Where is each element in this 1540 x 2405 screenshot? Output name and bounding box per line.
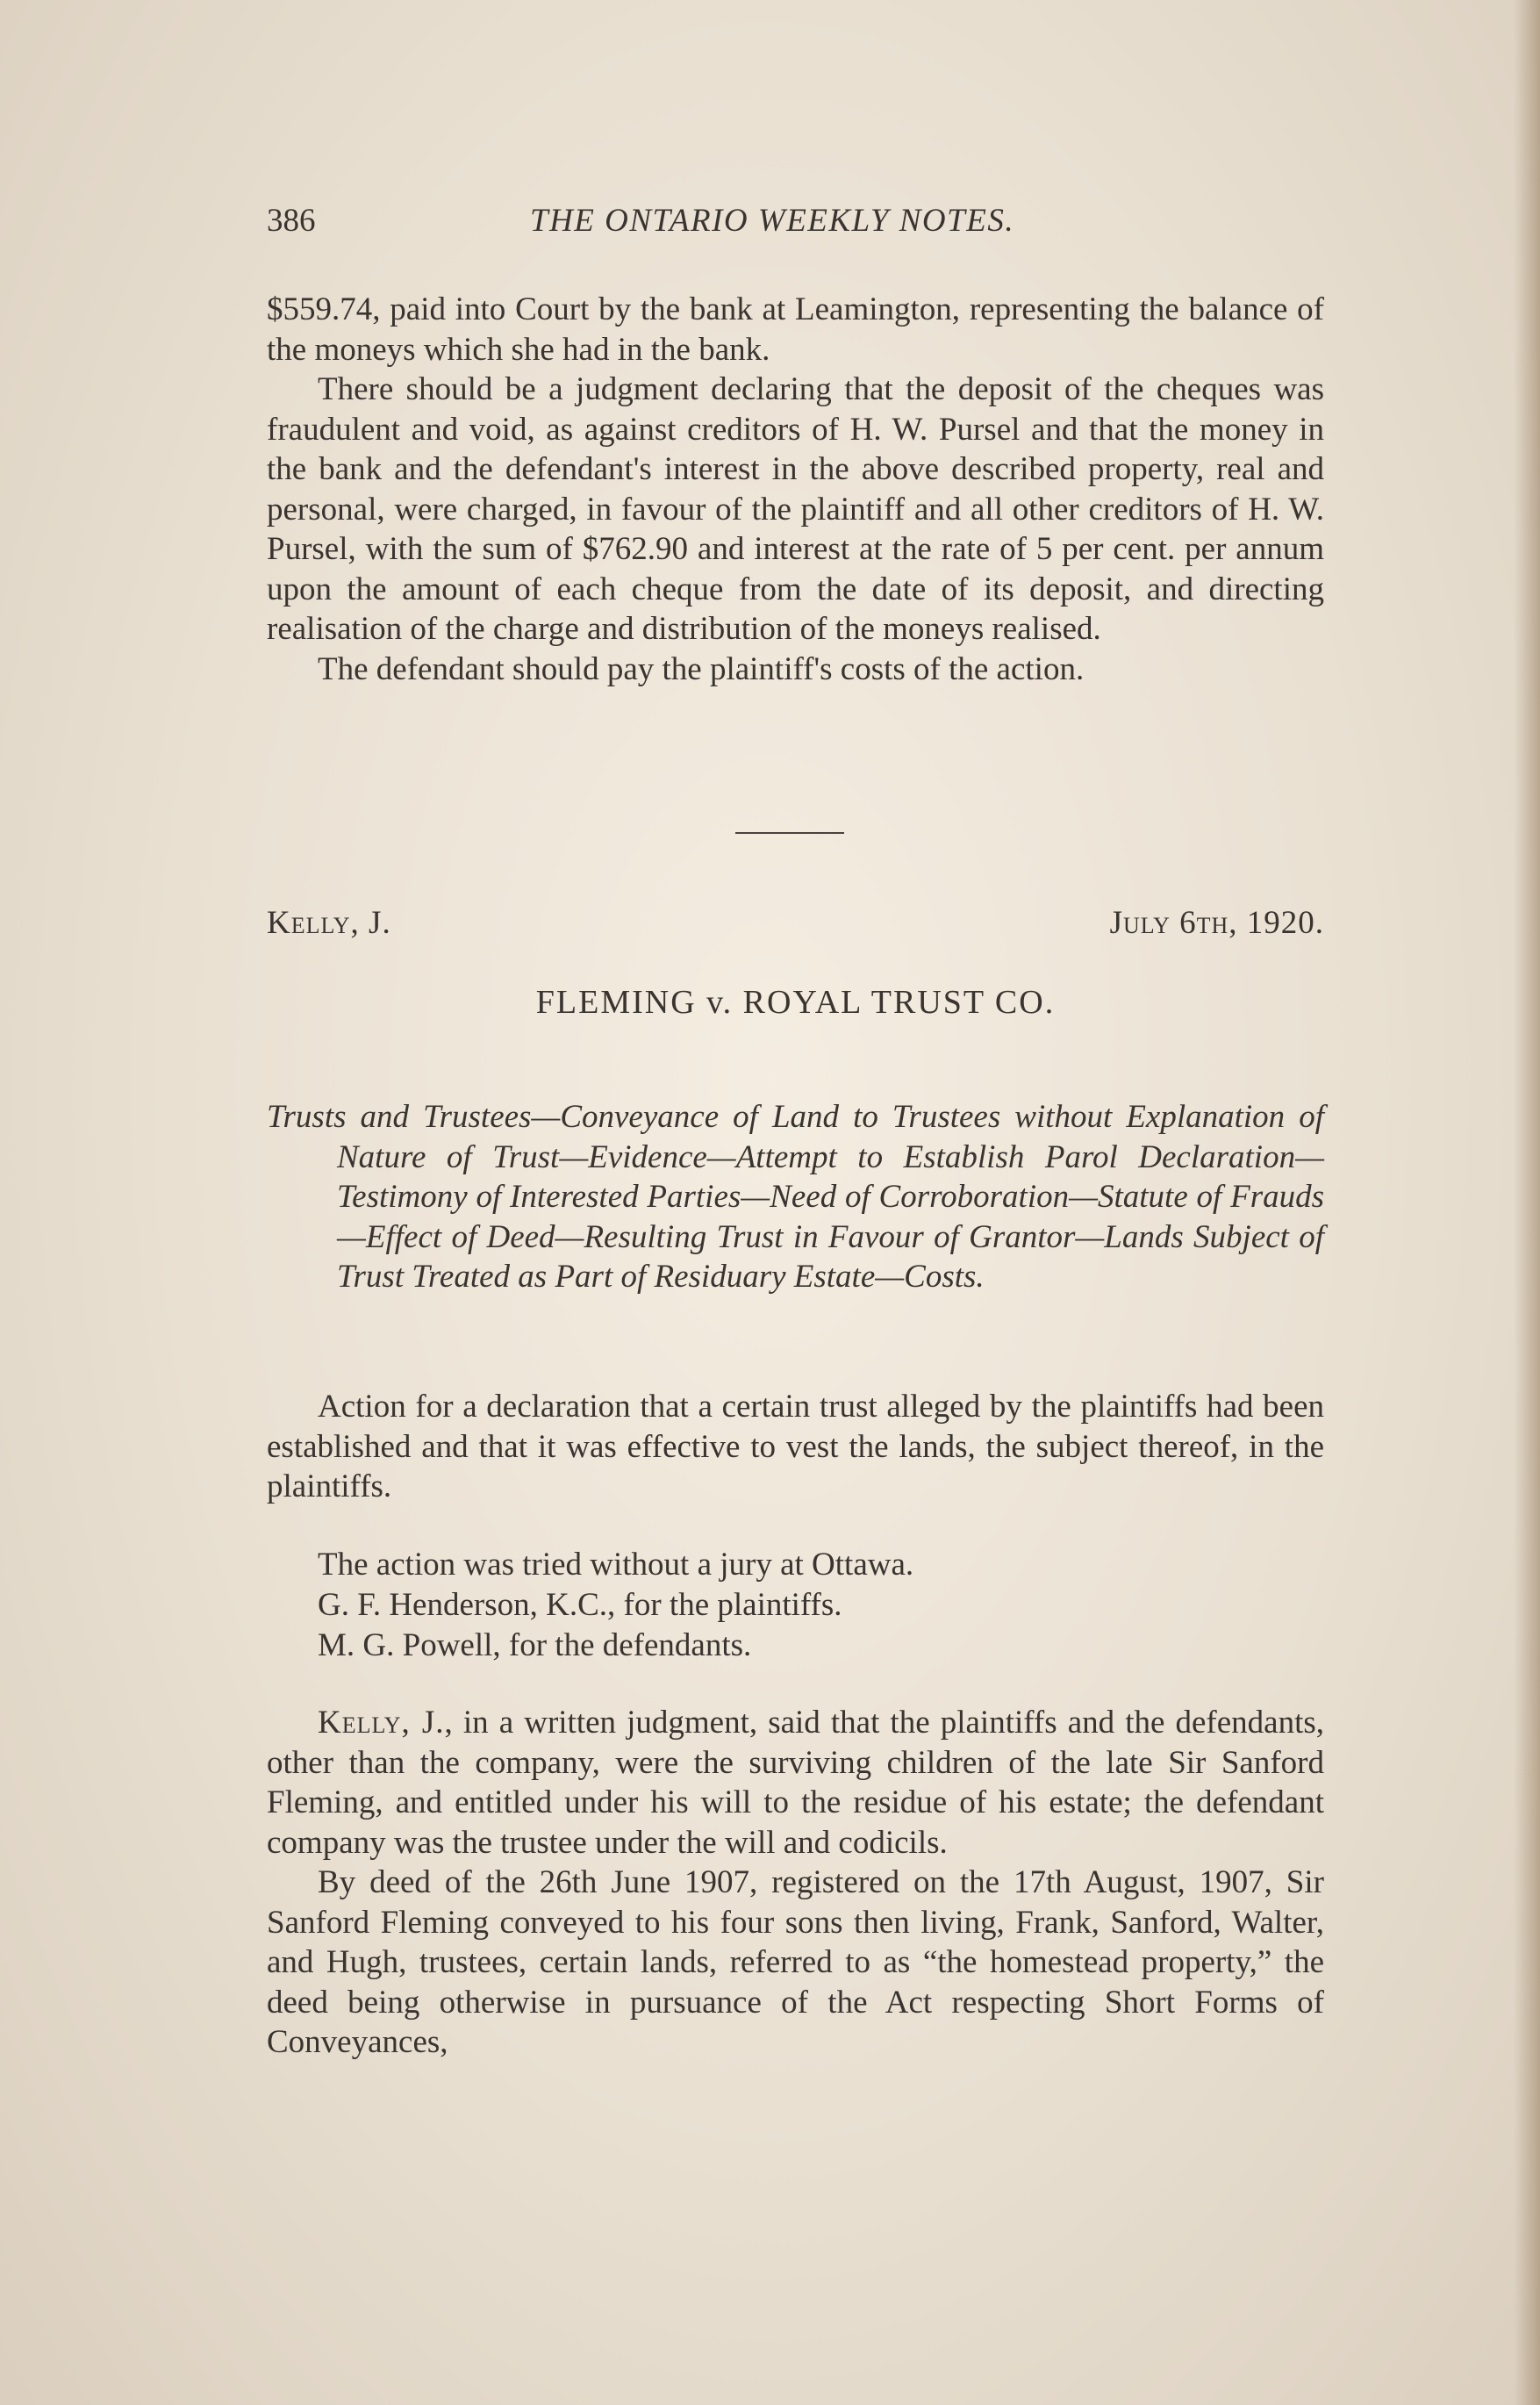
paragraph: There should be a judgment declaring that the deposit of the cheques was fraudulent and void, as against creditors of H. W. Pursel and that the money in the bank and the defendant's interest in the above described property, real and personal, were charged, in favour of the plaintiff and all other creditors of H. W. Pursel, with the sum of $762.90 and interest at the rate of 5 per cent. per annum upon the amount of each cheque from the date of its deposit, and directing realisation of the charge and distribution of the moneys realised. xyxy=(267,371,1324,647)
defendants-counsel: M. G. Powell, for the defendants. xyxy=(318,1627,752,1663)
running-head: THE ONTARIO WEEKLY NOTES. xyxy=(530,203,1015,239)
judgment-date: July 6th, 1920. xyxy=(1109,905,1324,941)
page-header xyxy=(267,202,1324,246)
judge-name: Kelly, J. xyxy=(267,905,391,941)
paragraph: Action for a declaration that a certain trust alleged by the plaintiffs had been established and that it was effective to vest the lands, the subject thereof, in the plaintiffs. xyxy=(267,1389,1324,1504)
plaintiffs-counsel: G. F. Henderson, K.C., for the plaintiffs. xyxy=(318,1587,842,1623)
section-divider xyxy=(735,832,844,834)
judgment-text-part: , in a written judgment, said that the plaintiffs and the defendants, other than the company, were the surviving children of the late Sir Sanford Fleming, and entitled under his will to the residue of his estate; the defendant company was the trustee under the will and codicils. xyxy=(267,1705,1324,1861)
action-description xyxy=(267,1387,1324,1507)
page-edge-shadow xyxy=(1514,0,1540,2405)
case-judge-line xyxy=(267,904,1324,948)
judgment-text xyxy=(267,1703,1324,2063)
judgment-judge-name: Kelly, J. xyxy=(318,1705,445,1741)
previous-case-text xyxy=(267,290,1324,689)
paragraph xyxy=(267,1703,1324,1863)
case-title: FLEMING v. ROYAL TRUST CO. xyxy=(535,984,1056,1021)
page-number: 386 xyxy=(267,203,316,239)
paragraph: By deed of the 26th June 1907, registered on the 17th August, 1907, Sir Sanford Fleming conveyed to his four sons then living, Frank, Sanford, Walter, and Hugh, trustees, certain lands, referred to as “the homestead property,” the deed being otherwise in pursuance of the Act respecting Short Forms of Conveyances, xyxy=(267,1864,1324,2060)
paragraph: The defendant should pay the plaintiff's costs of the action. xyxy=(318,650,1085,687)
counsel-list xyxy=(267,1545,1324,1666)
case-headnote: Trusts and Trustees—Conveyance of Land to Trustees without Explanation of Nature of Trust—Evidence—Attempt to Establish Parol Declaration—Testimony of Interested Parties—Need of Corroboration—Statute of Frauds—Effect of Deed—Resulting Trust in Favour of Grantor—Lands Subject of Trust Treated as Part of Residuary Estate—Costs. xyxy=(267,1099,1324,1295)
paragraph: $559.74, paid into Court by the bank at Leamington, representing the balance of the moneys which she had in the bank. xyxy=(267,291,1324,368)
trial-note: The action was tried without a jury at Ottawa. xyxy=(318,1547,914,1583)
